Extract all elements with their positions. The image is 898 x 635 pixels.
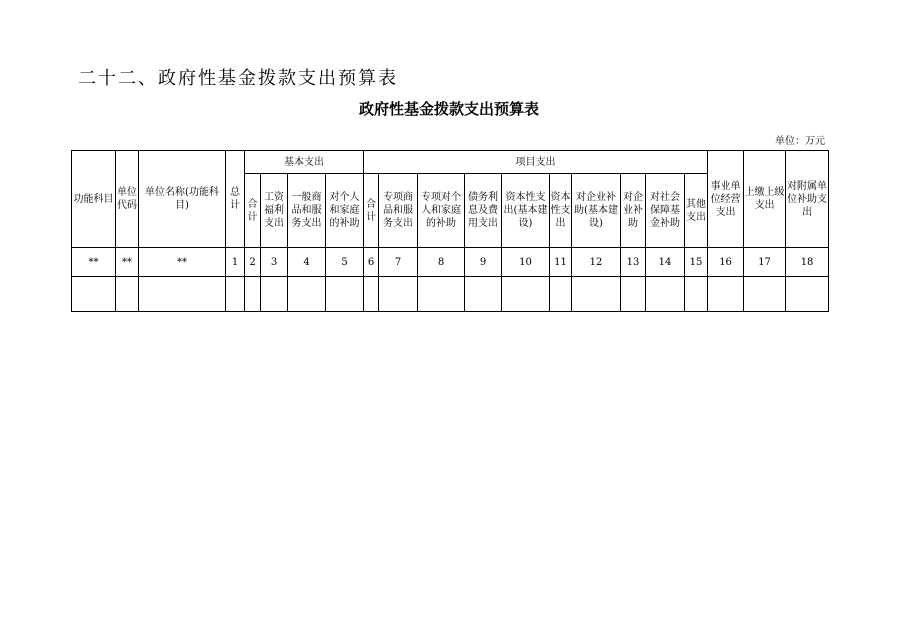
index-cell: 10	[502, 248, 550, 277]
table-cell	[326, 277, 364, 312]
table-cell	[261, 277, 288, 312]
table-cell	[646, 277, 685, 312]
table-cell	[572, 277, 621, 312]
table-cell	[418, 277, 465, 312]
table-cell	[226, 277, 245, 312]
col-header-special-individuals: 专项对个人和家庭的补助	[418, 174, 465, 248]
col-header-social-security: 对社会保障基金补助	[646, 174, 685, 248]
index-cell: **	[139, 248, 226, 277]
table-cell	[139, 277, 226, 312]
table-cell	[364, 277, 379, 312]
table-cell	[685, 277, 708, 312]
index-cell: **	[72, 248, 116, 277]
index-cell: 3	[261, 248, 288, 277]
index-cell: **	[116, 248, 139, 277]
col-header-capital: 资本性支出	[550, 174, 572, 248]
table-cell	[288, 277, 326, 312]
table-cell	[465, 277, 502, 312]
col-header-upper-level: 上缴上级支出	[744, 151, 786, 248]
col-group-project: 项目支出	[364, 151, 708, 174]
index-cell: 11	[550, 248, 572, 277]
table-cell	[245, 277, 261, 312]
col-header-enterprise-construction: 对企业补助(基本建设)	[572, 174, 621, 248]
col-header-func-subject: 功能科目	[72, 151, 116, 248]
section-heading: 二十二、政府性基金拨款支出预算表	[78, 68, 398, 89]
col-group-basic: 基本支出	[245, 151, 364, 174]
col-header-other: 其他支出	[685, 174, 708, 248]
col-header-salary: 工资福利支出	[261, 174, 288, 248]
unit-label: 单位：万元	[775, 136, 825, 147]
table-title: 政府性基金拨款支出预算表	[358, 100, 539, 118]
table-cell	[72, 277, 116, 312]
table-cell	[379, 277, 418, 312]
col-header-affiliated: 对附属单位补助支出	[786, 151, 829, 248]
col-header-unit-code: 单位代码	[116, 151, 139, 248]
table-cell	[744, 277, 786, 312]
index-cell: 14	[646, 248, 685, 277]
col-header-unit-name: 单位名称(功能科目)	[139, 151, 226, 248]
table-cell	[550, 277, 572, 312]
col-header-project-total: 合计	[364, 174, 379, 248]
index-cell: 7	[379, 248, 418, 277]
col-header-special-goods: 专项商品和服务支出	[379, 174, 418, 248]
index-cell: 5	[326, 248, 364, 277]
col-header-total: 总计	[226, 151, 245, 248]
index-cell: 9	[465, 248, 502, 277]
col-header-business-ops: 事业单位经营支出	[708, 151, 744, 248]
index-cell: 8	[418, 248, 465, 277]
index-cell: 15	[685, 248, 708, 277]
table-cell	[116, 277, 139, 312]
table-cell	[786, 277, 829, 312]
col-header-debt-interest: 债务利息及费用支出	[465, 174, 502, 248]
index-cell: 17	[744, 248, 786, 277]
index-cell: 2	[245, 248, 261, 277]
table-cell	[621, 277, 646, 312]
table-row	[72, 277, 829, 312]
index-cell: 16	[708, 248, 744, 277]
table-cell	[502, 277, 550, 312]
col-header-goods: 一般商品和服务支出	[288, 174, 326, 248]
index-row	[72, 248, 829, 277]
index-cell: 12	[572, 248, 621, 277]
index-cell: 6	[364, 248, 379, 277]
col-header-capital-construction: 资本性支出(基本建设)	[502, 174, 550, 248]
budget-table	[71, 150, 829, 312]
table-cell	[708, 277, 744, 312]
col-header-individuals: 对个人和家庭的补助	[326, 174, 364, 248]
index-cell: 1	[226, 248, 245, 277]
index-cell: 4	[288, 248, 326, 277]
index-cell: 18	[786, 248, 829, 277]
index-cell: 13	[621, 248, 646, 277]
col-header-enterprise: 对企业补助	[621, 174, 646, 248]
col-header-basic-total: 合计	[245, 174, 261, 248]
